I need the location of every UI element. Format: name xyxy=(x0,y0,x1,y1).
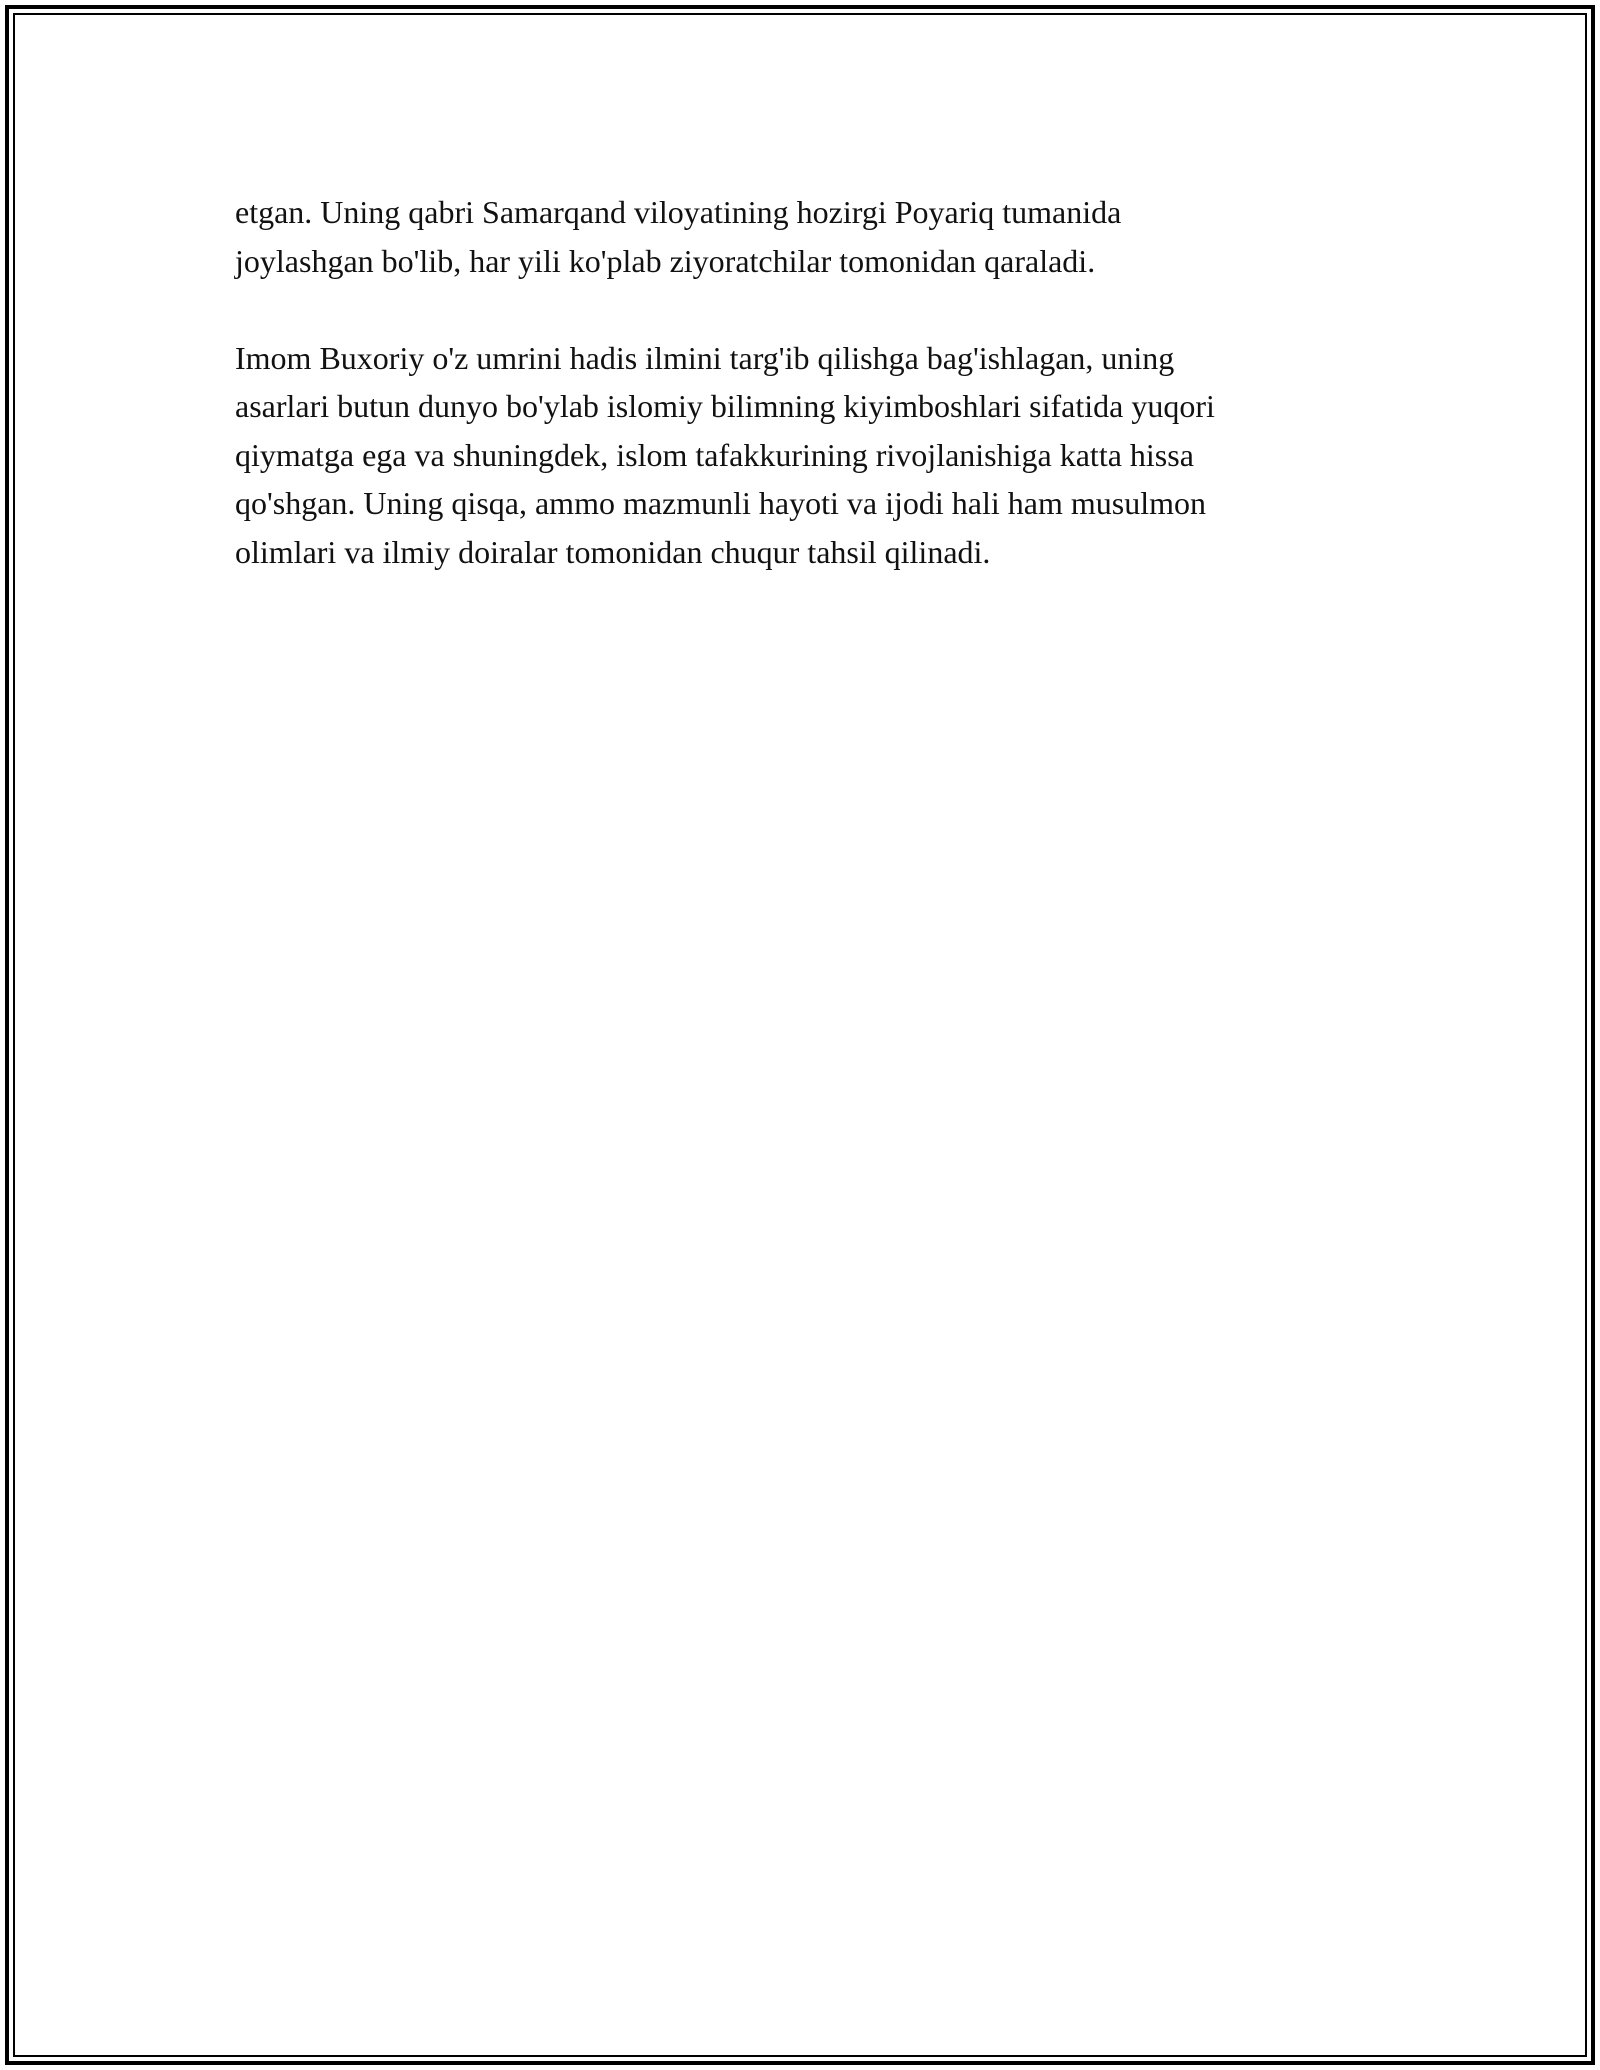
text-line: asarlari butun dunyo bo'ylab islomiy bilimning kiyimboshlari sifatida yuqori xyxy=(235,388,1215,424)
text-line: olimlari va ilmiy doiralar tomonidan chuqur tahsil qilinadi. xyxy=(235,533,991,570)
text-line: qo'shgan. Uning qisqa, ammo mazmunli hayoti va ijodi hali ham musulmon xyxy=(235,485,1206,521)
paragraph-2 xyxy=(235,334,1375,577)
text-line: Imom Buxoriy o'z umrini hadis ilmini targ'ib qilishga bag'ishlagan, uning xyxy=(235,339,1175,376)
text-line: qiymatga ega va shuningdek, islom tafakkurining rivojlanishiga katta hissa xyxy=(235,436,1194,473)
document-body xyxy=(235,188,1375,625)
paragraph-1 xyxy=(235,188,1375,285)
text-line: etgan. Uning qabri Samarqand viloyatining hozirgi Poyariq tumanida xyxy=(235,194,1122,230)
text-line: joylashgan bo'lib, har yili ko'plab ziyoratchilar tomonidan qaraladi. xyxy=(235,242,1096,279)
